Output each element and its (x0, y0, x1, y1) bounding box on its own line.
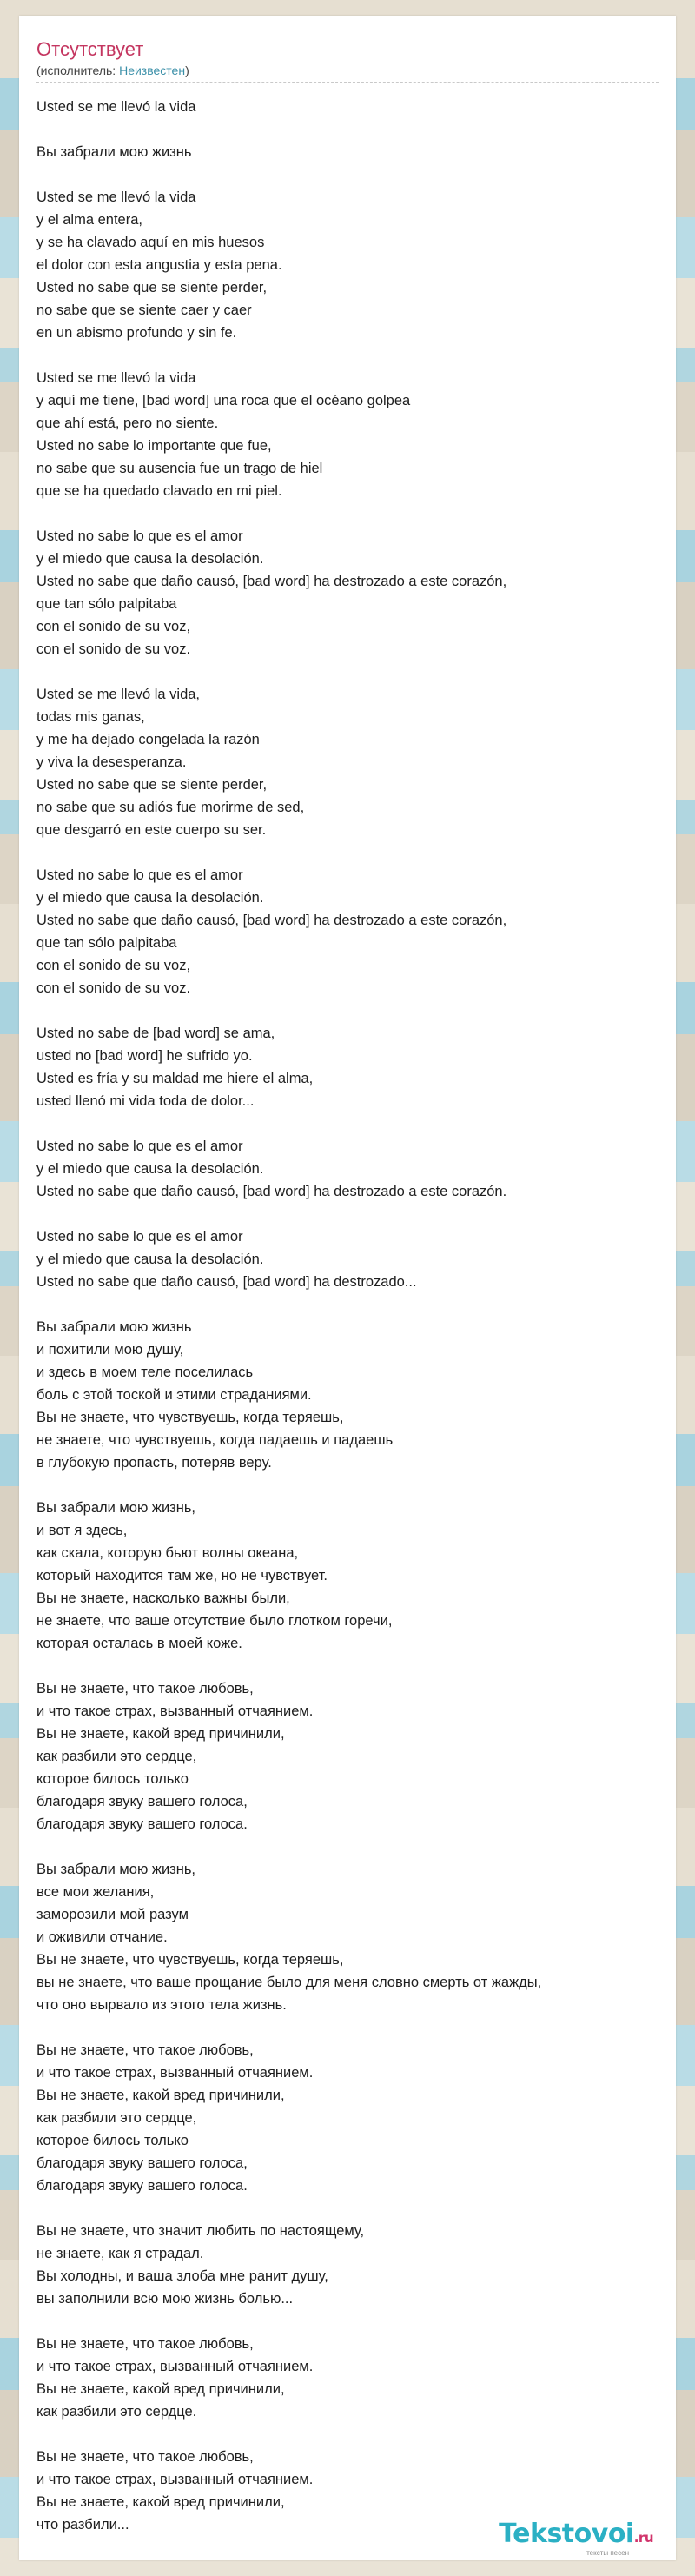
lyric-line: благодаря звуку вашего голоса. (36, 2178, 248, 2194)
lyrics-stanza (36, 2220, 662, 2310)
lyric-line: con el sonido de su voz, (36, 958, 191, 973)
lyric-line: вы не знаете, что ваше прощание было для меня словно смерть от жажды, (36, 1975, 542, 1990)
lyrics-stanza (36, 141, 662, 163)
lyric-line: что оно вырвало из этого тела жизнь. (36, 1997, 287, 2013)
lyric-line: no sabe que su ausencia fue un trago de hiel (36, 461, 323, 476)
lyric-line: todas mis ganas, (36, 709, 145, 725)
lyrics-stanza (36, 1022, 662, 1112)
lyric-line: не знаете, что ваше отсутствие было глотком горечи, (36, 1613, 393, 1629)
lyric-line: usted no [bad word] he sufrido yo. (36, 1048, 253, 1064)
lyric-line: y el alma entera, (36, 212, 142, 228)
lyrics-stanza (36, 367, 662, 502)
lyric-line: y viva la desesperanza. (36, 754, 187, 770)
lyric-line: Usted es fría y su maldad me hiere el alma, (36, 1071, 314, 1086)
lyric-line: con el sonido de su voz. (36, 641, 191, 657)
lyrics-stanza (36, 2333, 662, 2423)
lyric-line: которая осталась в моей коже. (36, 1636, 242, 1651)
lyric-line: и что такое страх, вызванный отчаянием. (36, 1703, 314, 1719)
lyric-line: как разбили это сердце. (36, 2404, 197, 2420)
artist-suffix: ) (185, 63, 189, 77)
lyrics-stanza (36, 1677, 662, 1836)
lyric-line: y me ha dejado congelada la razón (36, 732, 260, 747)
lyric-line: Вы не знаете, что такое любовь, (36, 1681, 254, 1696)
lyric-line: который находится там же, но не чувствует. (36, 1568, 328, 1583)
lyric-line: Usted no sabe que daño causó, [bad word] ha destrozado a este corazón, (36, 574, 507, 589)
logo-tld: .ru (633, 2530, 653, 2546)
lyric-line: благодаря звуку вашего голоса. (36, 1816, 248, 1832)
lyric-line: Usted no sabe que daño causó, [bad word] ha destrozado... (36, 1274, 417, 1290)
lyric-line: благодаря звуку вашего голоса, (36, 1794, 248, 1809)
lyric-line: как разбили это сердце, (36, 2110, 197, 2126)
lyric-line: что разбили... (36, 2517, 129, 2533)
lyric-line: и вот я здесь, (36, 1523, 128, 1538)
lyric-line: Usted no sabe lo importante que fue, (36, 438, 272, 454)
lyric-line: и что такое страх, вызванный отчаянием. (36, 2472, 314, 2487)
lyric-line: que tan sólo palpitaba (36, 935, 177, 951)
lyric-line: Вы не знаете, какой вред причинили, (36, 2088, 285, 2103)
lyric-line: Usted no sabe lo que es el amor (36, 867, 243, 883)
lyric-line: usted llenó mi vida toda de dolor... (36, 1093, 255, 1109)
lyric-line: как разбили это сердце, (36, 1749, 197, 1764)
lyric-line: Вы не знаете, что чувствуешь, когда теряешь, (36, 1410, 344, 1425)
lyric-line: en un abismo profundo y sin fe. (36, 325, 237, 341)
lyrics-stanza (36, 525, 662, 661)
lyric-line: Вы не знаете, что значит любить по настоящему, (36, 2223, 365, 2239)
lyric-line: Usted no sabe lo que es el amor (36, 1139, 243, 1154)
lyric-line: Usted no sabe de [bad word] se ama, (36, 1026, 275, 1041)
lyric-line: Usted no sabe que daño causó, [bad word] ha destrozado a este corazón. (36, 1184, 507, 1199)
lyrics-stanza (36, 2039, 662, 2197)
lyric-line: con el sonido de su voz. (36, 980, 191, 996)
lyrics-stanza (36, 96, 662, 118)
lyric-line: Вы холодны, и ваша злоба мне ранит душу, (36, 2268, 328, 2284)
lyric-line: не знаете, как я страдал. (36, 2246, 204, 2261)
lyric-line: не знаете, что чувствуешь, когда падаешь и падаешь (36, 1432, 394, 1448)
lyric-line: Usted no sabe que daño causó, [bad word] ha destrozado a este corazón, (36, 913, 507, 928)
logo-wordmark (499, 2520, 653, 2552)
lyric-line: Usted se me llevó la vida (36, 370, 196, 386)
lyric-line: благодаря звуку вашего голоса, (36, 2155, 248, 2171)
lyric-line: Usted se me llevó la vida, (36, 687, 201, 702)
lyric-line: Вы не знаете, какой вред причинили, (36, 2494, 285, 2510)
lyrics-stanza (36, 864, 662, 999)
lyrics-stanza (36, 1135, 662, 1203)
lyric-line: вы заполнили всю мою жизнь болью... (36, 2291, 294, 2307)
lyric-line: и оживили отчание. (36, 1929, 168, 1945)
lyrics-stanza (36, 186, 662, 344)
lyric-line: Usted no sabe lo que es el amor (36, 1229, 243, 1245)
lyric-line: que tan sólo palpitaba (36, 596, 177, 612)
song-header (36, 38, 659, 83)
lyric-line: con el sonido de su voz, (36, 619, 191, 634)
lyric-line: Вы забрали мою жизнь (36, 1319, 192, 1335)
song-title: Отсутствует (36, 38, 144, 60)
lyric-line: все мои желания, (36, 1884, 155, 1900)
lyric-line: Вы не знаете, какой вред причинили, (36, 1726, 285, 1742)
lyric-line: Вы не знаете, какой вред причинили, (36, 2381, 285, 2397)
lyric-line: que se ha quedado clavado en mi piel. (36, 483, 282, 499)
lyric-line: Вы не знаете, что такое любовь, (36, 2336, 254, 2352)
lyric-line: в глубокую пропасть, потеряв веру. (36, 1455, 272, 1471)
lyrics-stanza (36, 683, 662, 841)
lyric-line: y el miedo que causa la desolación. (36, 1161, 264, 1177)
logo-tagline: тексты песен (586, 2549, 629, 2557)
artist-line (36, 63, 659, 78)
logo-main-text: Tekstovoi (499, 2519, 634, 2549)
lyric-line: y se ha clavado aquí en mis huesos (36, 235, 265, 250)
artist-prefix: (исполнитель: (36, 63, 120, 77)
lyric-line: и что такое страх, вызванный отчаянием. (36, 2359, 314, 2374)
lyric-line: и что такое страх, вызванный отчаянием. (36, 2065, 314, 2081)
lyric-line: Usted no sabe lo que es el amor (36, 528, 243, 544)
lyric-line: Вы забрали мою жизнь, (36, 1500, 196, 1516)
lyric-line: Вы не знаете, насколько важны были, (36, 1590, 290, 1606)
lyric-line: no sabe que su adiós fue morirme de sed, (36, 800, 305, 815)
lyric-line: y aquí me tiene, [bad word] una roca que el océano golpea (36, 393, 411, 408)
lyrics-stanza (36, 1225, 662, 1293)
lyric-line: y el miedo que causa la desolación. (36, 551, 264, 567)
lyric-line: Вы не знаете, что чувствуешь, когда теряешь, (36, 1952, 344, 1968)
lyric-line: no sabe que se siente caer y caer (36, 302, 252, 318)
lyric-line: которое билось только (36, 1771, 189, 1787)
lyric-line: Вы не знаете, что такое любовь, (36, 2449, 254, 2465)
lyric-line: Usted no sabe que se siente perder, (36, 280, 268, 295)
lyric-line: боль с этой тоской и этими страданиями. (36, 1387, 312, 1403)
lyric-line: и похитили мою душу, (36, 1342, 184, 1358)
lyric-line: que desgarró en este cuerpo su ser. (36, 822, 267, 838)
lyric-line: которое билось только (36, 2133, 189, 2148)
lyrics-body (36, 96, 662, 2559)
lyric-line: Usted se me llevó la vida (36, 99, 196, 115)
lyrics-stanza (36, 1316, 662, 1474)
lyrics-card (19, 16, 676, 2560)
lyric-line: заморозили мой разум (36, 1907, 189, 1922)
lyric-line: y el miedo que causa la desolación. (36, 1251, 264, 1267)
lyrics-stanza (36, 1858, 662, 2016)
artist-link[interactable]: Неизвестен (119, 63, 186, 77)
lyric-line: y el miedo que causa la desolación. (36, 890, 264, 906)
lyric-line: Вы забрали мою жизнь, (36, 1862, 196, 1877)
lyric-line: Usted se me llevó la vida (36, 189, 196, 205)
lyric-line: Вы не знаете, что такое любовь, (36, 2042, 254, 2058)
lyrics-stanza (36, 1497, 662, 1655)
lyric-line: Usted no sabe que se siente perder, (36, 777, 268, 793)
lyric-line: Вы забрали мою жизнь (36, 144, 192, 160)
lyric-line: que ahí está, pero no siente. (36, 415, 219, 431)
lyric-line: как скала, которую бьют волны океана, (36, 1545, 299, 1561)
site-logo[interactable] (499, 2520, 653, 2557)
lyric-line: и здесь в моем теле поселилась (36, 1364, 254, 1380)
lyric-line: el dolor con esta angustia y esta pena. (36, 257, 282, 273)
